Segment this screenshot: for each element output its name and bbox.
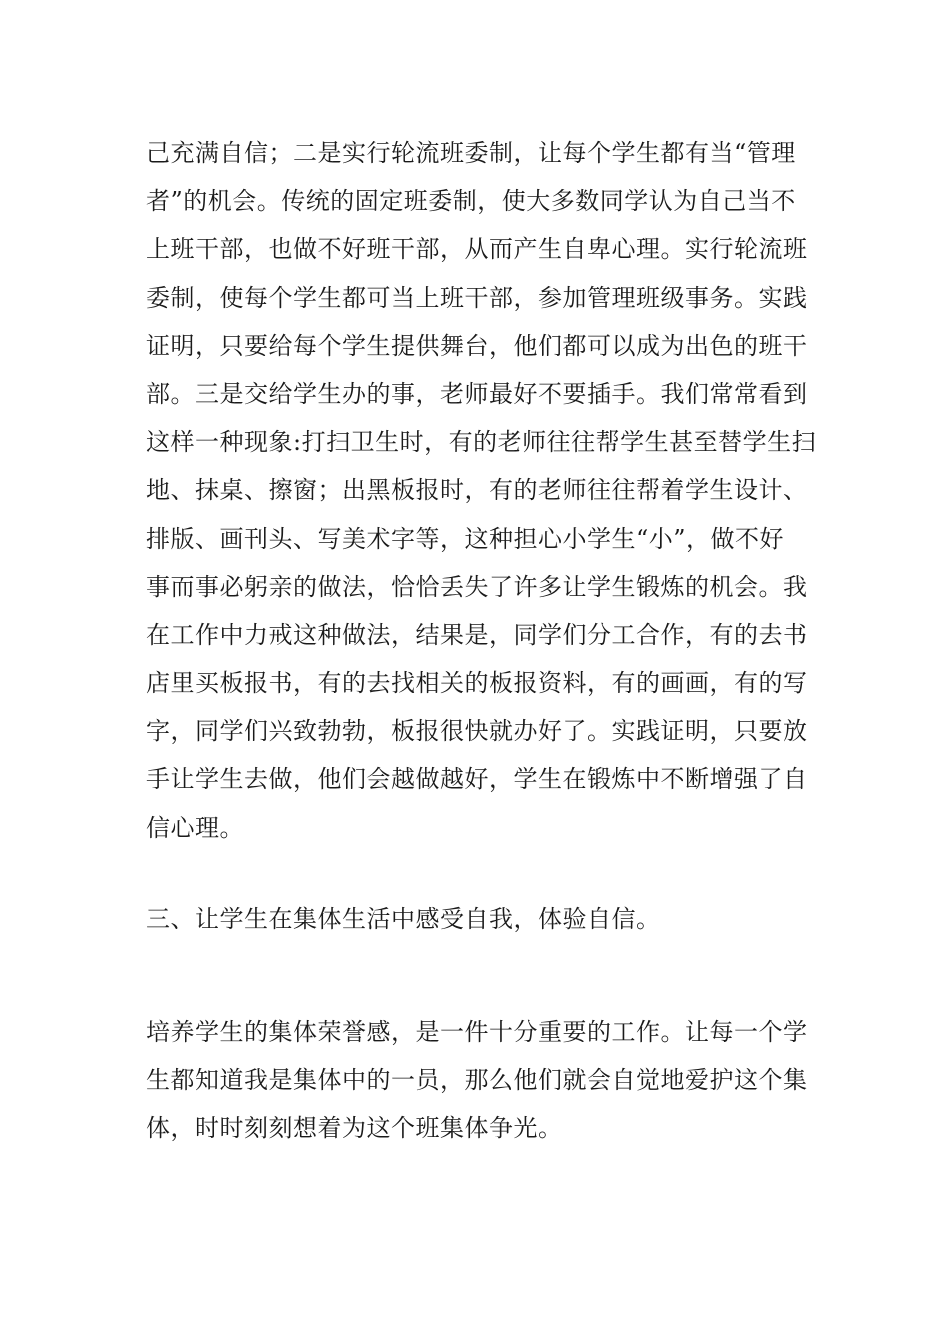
text-line: 部。三是交给学生办的事，老师最好不要插手。我们常常看到 [146,379,808,408]
text-line: 者”的机会。传统的固定班委制，使大多数同学认为自己当不 [146,187,796,216]
text-line: 地、抹桌、擦窗；出黑板报时，有的老师往往帮着学生设计、 [146,476,808,505]
text-line: 事而事必躬亲的做法，恰恰丢失了许多让学生锻炼的机会。我 [146,572,808,601]
text-line: 证明，只要给每个学生提供舞台，他们都可以成为出色的班干 [146,331,808,360]
text-line: 己充满自信；二是实行轮流班委制，让每个学生都有当“管理 [146,139,796,167]
text-line: 在工作中力戒这种做法，结果是，同学们分工合作，有的去书 [146,620,808,649]
text-line: 排版、画刊头、写美术字等，这种担心小学生“小”，做不好 [146,524,785,553]
text-line: 信心理。 [146,813,244,842]
section-heading-text: 三、让学生在集体生活中感受自我，体验自信。 [146,905,661,933]
text-line: 体，时时刻刻想着为这个班集体争光。 [146,1114,563,1143]
text-line: 委制，使每个学生都可当上班干部，参加管理班级事务。实践 [146,283,808,312]
text-line: 培养学生的集体荣誉感，是一件十分重要的工作。让每一个学 [146,1018,808,1046]
body-paragraph [146,129,817,852]
text-line: 店里买板报书，有的去找相关的板报资料，有的画画，有的写 [146,669,808,698]
text-line: 生都知道我是集体中的一员，那么他们就会自觉地爱护这个集 [146,1066,808,1095]
text-line: 上班干部，也做不好班干部，从而产生自卑心理。实行轮流班 [146,235,808,264]
text-line: 手让学生去做，他们会越做越好，学生在锻炼中不断增强了自 [146,765,808,794]
body-paragraph [146,1008,806,1153]
text-line: 这样一种现象:打扫卫生时，有的老师往往帮学生甚至替学生扫 [146,428,817,457]
text-line: 字，同学们兴致勃勃，板报很快就办好了。实践证明，只要放 [146,717,808,746]
section-heading [146,895,806,943]
